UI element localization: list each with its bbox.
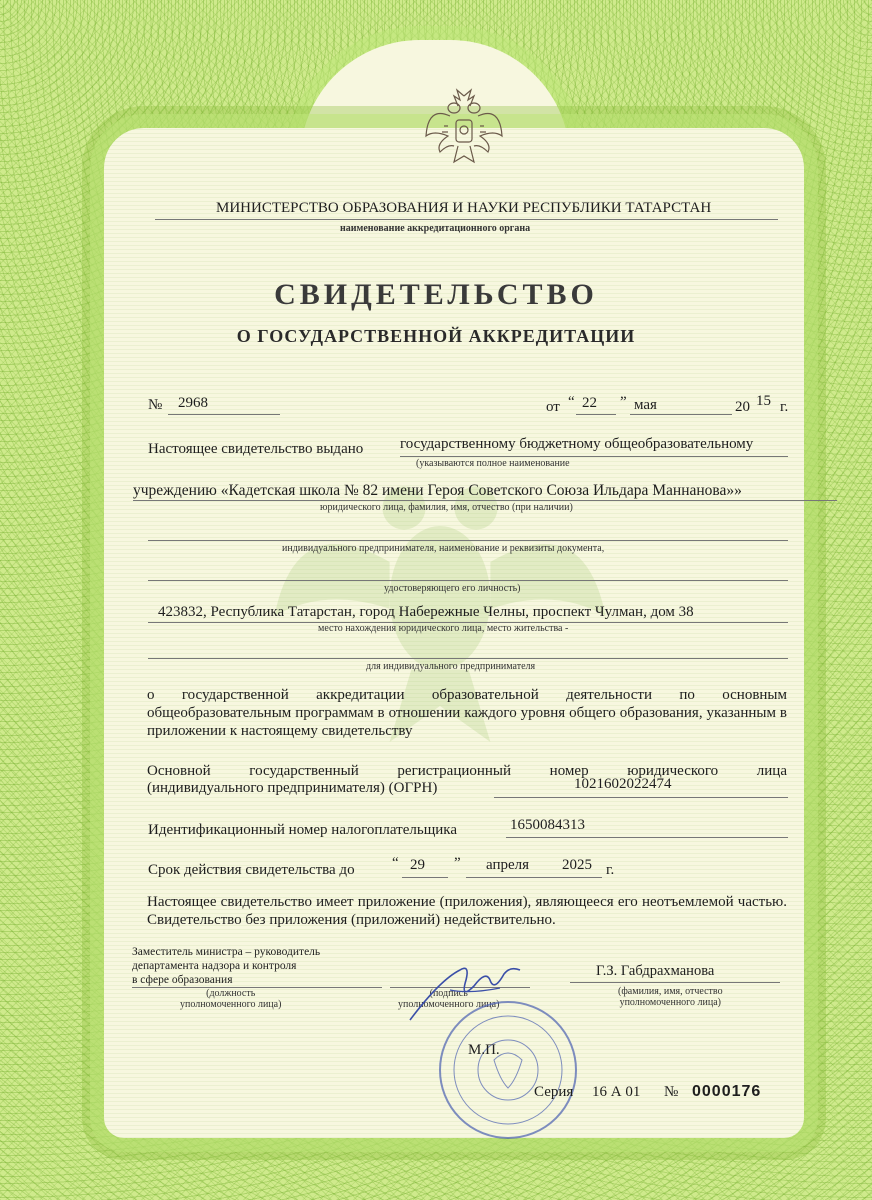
date-day: 22 [582, 395, 597, 411]
signer-name: Г.З. Габдрахманова [596, 963, 715, 979]
serial-label: № [664, 1084, 679, 1100]
blank-line-3 [148, 658, 788, 659]
position-line-1: Заместитель министра – руководитель [132, 946, 321, 958]
inn-label: Идентификационный номер налогоплательщика [148, 822, 458, 838]
accreditation-text: о государственной аккредитации образовательной деятельности по основным общеобразовательным программам в отношении каждого уровня общего образования, указанным в приложении к настоящему свидетельству [147, 687, 787, 739]
ministry-name: МИНИСТЕРСТВО ОБРАЗОВАНИЯ И НАУКИ РЕСПУБЛИКИ ТАТАРСТАН [216, 200, 712, 216]
ministry-underline [155, 219, 778, 220]
date-month: мая [634, 397, 657, 413]
date-prefix: от [546, 399, 560, 415]
issued-line-1: государственному бюджетному общеобразовательному [400, 436, 754, 452]
date-close-quote: ” [620, 394, 627, 410]
valid-year: 2025 [562, 857, 592, 873]
valid-day-underline [402, 877, 448, 878]
inn-underline [506, 837, 788, 838]
date-day-underline [576, 414, 616, 415]
ogrn-label-2: (индивидуального предпринимателя) (ОГРН) [147, 780, 438, 796]
caption-location: место нахождения юридического лица, место жительства - [318, 623, 569, 634]
ogrn-label-1: Основной государственный регистрационный номер юридического лица [147, 763, 787, 779]
caption-full-name: (указываются полное наименование [416, 458, 570, 469]
valid-unit: г. [606, 862, 615, 878]
number-underline [168, 414, 280, 415]
coat-of-arms-icon [423, 86, 505, 172]
date-year-suffix: 15 [756, 393, 771, 409]
position-line-2: департамента надзора и контроля [132, 960, 297, 972]
signature-caption: (подпись уполномоченного лица) [398, 988, 500, 1010]
date-year-prefix: 20 [735, 399, 750, 415]
valid-month: апреля [486, 857, 530, 873]
caption-entrepreneur-residence: для индивидуального предпринимателя [366, 661, 536, 672]
position-line-3: в сфере образования [132, 974, 233, 986]
ogrn-underline [494, 797, 788, 798]
ogrn-value: 1021602022474 [574, 776, 672, 792]
valid-close-quote: ” [454, 855, 461, 871]
series-label: Серия [534, 1084, 574, 1100]
caption-identity: удостоверяющего его личность) [384, 583, 521, 594]
valid-label: Срок действия свидетельства до [148, 862, 355, 878]
number-label: № [148, 397, 163, 413]
valid-month-underline [466, 877, 558, 878]
page-subtitle: О ГОСУДАРСТВЕННОЙ АККРЕДИТАЦИИ [236, 326, 636, 346]
caption-legal-entity: юридического лица, фамилия, имя, отчество (при наличии) [320, 502, 573, 513]
name-underline [570, 982, 780, 983]
ministry-caption: наименование аккредитационного органа [340, 223, 531, 234]
handwritten-signature-icon [400, 950, 530, 1030]
caption-entrepreneur: индивидуального предпринимателя, наименование и реквизиты документа, [282, 543, 605, 554]
issued-line-1-underline [400, 456, 788, 457]
valid-day: 29 [410, 857, 425, 873]
blank-line-1 [148, 540, 788, 541]
position-caption: (должность уполномоченного лица) [180, 988, 282, 1010]
valid-open-quote: “ [392, 855, 399, 871]
page-title: СВИДЕТЕЛЬСТВО [274, 278, 598, 311]
certificate-number: 2968 [178, 395, 208, 411]
name-caption: (фамилия, имя, отчество уполномоченного лица) [618, 986, 723, 1008]
series-value: 16 А 01 [592, 1084, 641, 1100]
address: 423832, Республика Татарстан, город Набережные Челны, проспект Чулман, дом 38 [158, 604, 694, 620]
issued-label: Настоящее свидетельство выдано [148, 441, 364, 457]
seal-label: М.П. [468, 1042, 500, 1058]
date-open-quote: “ [568, 394, 575, 410]
date-month-underline [630, 414, 732, 415]
issued-line-2: учреждению «Кадетская школа № 82 имени Героя Советского Союза Ильдара Маннанова»» [133, 482, 742, 499]
inn-value: 1650084313 [510, 817, 585, 833]
date-year-unit: г. [780, 399, 789, 415]
serial-number: 0000176 [692, 1083, 762, 1100]
appendix-text: Настоящее свидетельство имеет приложение (приложения), являющееся его неотъемлемой частью. Свидетельство без приложения (приложений) недействительно. [147, 894, 787, 928]
issued-line-2-underline [133, 500, 837, 501]
valid-year-underline [558, 877, 602, 878]
blank-line-2 [148, 580, 788, 581]
